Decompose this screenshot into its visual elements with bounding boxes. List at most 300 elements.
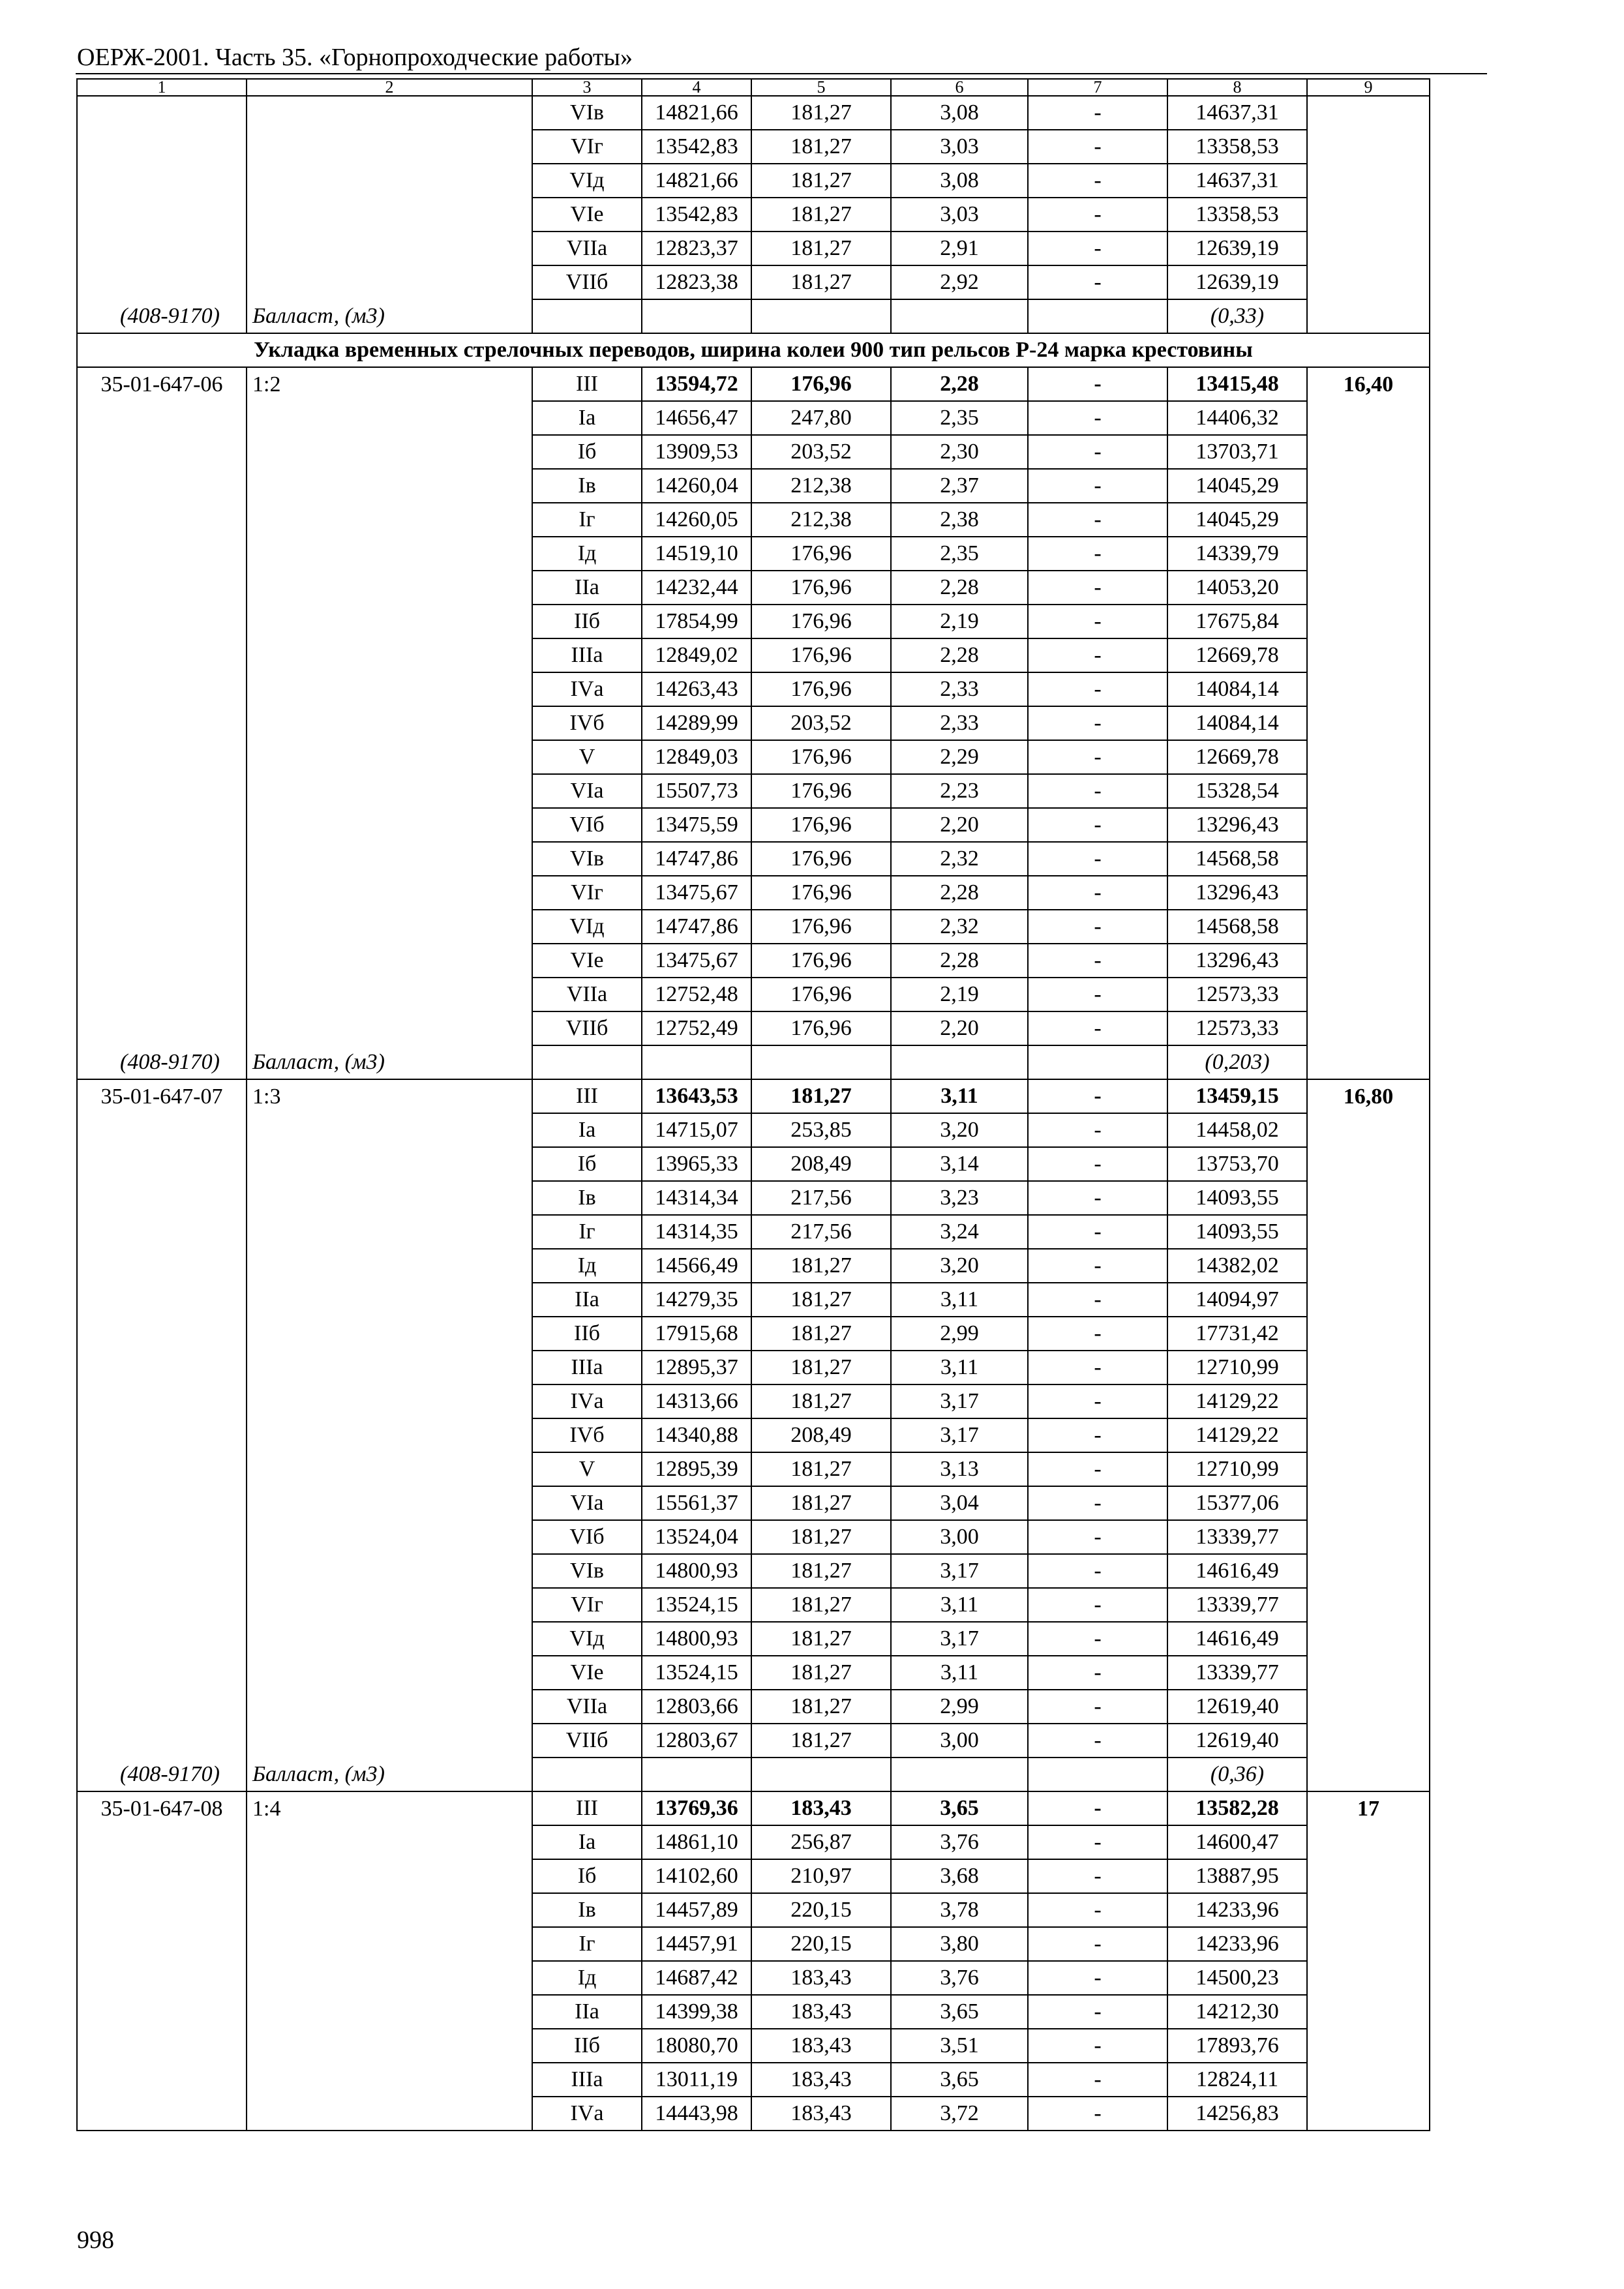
code-cell bbox=[77, 1520, 247, 1554]
labor-cell: 181,27 bbox=[751, 1384, 891, 1418]
labor-cell: 181,27 bbox=[751, 1656, 891, 1690]
drivers-cell: - bbox=[1028, 1520, 1167, 1554]
code-cell bbox=[77, 1656, 247, 1690]
labor-hours-cell bbox=[1307, 2097, 1430, 2131]
materials-cell: 13358,53 bbox=[1167, 198, 1307, 232]
name-cell bbox=[247, 2097, 532, 2131]
drivers-cell: - bbox=[1028, 2029, 1167, 2063]
drivers-cell: - bbox=[1028, 469, 1167, 503]
machines-cell: 3,04 bbox=[891, 1486, 1028, 1520]
price-cell: 14279,35 bbox=[642, 1283, 751, 1317]
table-row bbox=[77, 198, 1430, 232]
drivers-cell: - bbox=[1028, 1079, 1167, 1113]
labor-hours-cell bbox=[1307, 1283, 1430, 1317]
price-cell bbox=[642, 1758, 751, 1791]
labor-cell: 212,38 bbox=[751, 469, 891, 503]
price-cell: 13475,59 bbox=[642, 808, 751, 842]
category-cell: IIIа bbox=[532, 1351, 642, 1384]
code-cell bbox=[77, 130, 247, 164]
category-cell: Iд bbox=[532, 537, 642, 571]
machines-cell: 3,65 bbox=[891, 2063, 1028, 2097]
name-cell bbox=[247, 503, 532, 537]
drivers-cell: - bbox=[1028, 876, 1167, 910]
labor-cell: 176,96 bbox=[751, 740, 891, 774]
machines-cell: 3,17 bbox=[891, 1418, 1028, 1452]
table-row bbox=[77, 401, 1430, 435]
price-cell: 14457,91 bbox=[642, 1927, 751, 1961]
labor-hours-cell bbox=[1307, 910, 1430, 944]
labor-hours-cell bbox=[1307, 232, 1430, 265]
price-cell: 13769,36 bbox=[642, 1791, 751, 1825]
materials-cell: 14053,20 bbox=[1167, 571, 1307, 605]
category-cell: VIд bbox=[532, 910, 642, 944]
materials-cell: 12639,19 bbox=[1167, 232, 1307, 265]
name-cell: 1:2 bbox=[247, 367, 532, 401]
labor-cell: 256,87 bbox=[751, 1825, 891, 1859]
labor-cell: 181,27 bbox=[751, 164, 891, 198]
category-cell: VIд bbox=[532, 164, 642, 198]
name-cell bbox=[247, 1418, 532, 1452]
drivers-cell: - bbox=[1028, 638, 1167, 672]
code-cell bbox=[77, 740, 247, 774]
drivers-cell: - bbox=[1028, 1418, 1167, 1452]
machines-cell: 2,19 bbox=[891, 978, 1028, 1011]
table-row bbox=[77, 1079, 1430, 1113]
category-cell: VIе bbox=[532, 198, 642, 232]
materials-cell: 13582,28 bbox=[1167, 1791, 1307, 1825]
drivers-cell: - bbox=[1028, 571, 1167, 605]
materials-cell: 12669,78 bbox=[1167, 638, 1307, 672]
code-cell bbox=[77, 1622, 247, 1656]
labor-hours-cell bbox=[1307, 1588, 1430, 1622]
category-cell: Iб bbox=[532, 1147, 642, 1181]
labor-hours-cell bbox=[1307, 808, 1430, 842]
drivers-cell: - bbox=[1028, 1690, 1167, 1724]
table-row bbox=[77, 1520, 1430, 1554]
code-cell bbox=[77, 2063, 247, 2097]
name-cell bbox=[247, 978, 532, 1011]
category-cell: III bbox=[532, 367, 642, 401]
price-cell: 14519,10 bbox=[642, 537, 751, 571]
table-row bbox=[77, 1452, 1430, 1486]
drivers-cell: - bbox=[1028, 1622, 1167, 1656]
code-cell bbox=[77, 1724, 247, 1758]
labor-hours-cell bbox=[1307, 1995, 1430, 2029]
category-cell: IVб bbox=[532, 706, 642, 740]
labor-cell: 203,52 bbox=[751, 706, 891, 740]
price-cell: 14800,93 bbox=[642, 1622, 751, 1656]
table-row bbox=[77, 605, 1430, 638]
labor-hours-cell bbox=[1307, 1452, 1430, 1486]
category-cell: V bbox=[532, 1452, 642, 1486]
machines-cell: 3,08 bbox=[891, 96, 1028, 130]
table-row bbox=[77, 1554, 1430, 1588]
column-number: 7 bbox=[1028, 79, 1167, 96]
materials-cell: 15377,06 bbox=[1167, 1486, 1307, 1520]
materials-cell: 17675,84 bbox=[1167, 605, 1307, 638]
machines-cell: 3,78 bbox=[891, 1893, 1028, 1927]
price-cell: 14747,86 bbox=[642, 842, 751, 876]
price-cell: 13475,67 bbox=[642, 944, 751, 978]
machines-cell: 2,35 bbox=[891, 401, 1028, 435]
name-cell bbox=[247, 469, 532, 503]
section-title: Укладка временных стрелочных переводов, ширина колеи 900 тип рельсов Р-24 марка крестовины bbox=[77, 333, 1430, 367]
machines-cell: 2,28 bbox=[891, 876, 1028, 910]
code-cell: 35-01-647-06 bbox=[77, 367, 247, 401]
drivers-cell: - bbox=[1028, 1011, 1167, 1045]
machines-cell: 3,72 bbox=[891, 2097, 1028, 2131]
labor-hours-cell bbox=[1307, 469, 1430, 503]
materials-cell: 14129,22 bbox=[1167, 1418, 1307, 1452]
code-cell bbox=[77, 232, 247, 265]
category-cell: VIб bbox=[532, 1520, 642, 1554]
name-cell bbox=[247, 571, 532, 605]
price-cell: 12849,02 bbox=[642, 638, 751, 672]
materials-cell: 14382,02 bbox=[1167, 1249, 1307, 1283]
labor-hours-cell bbox=[1307, 1486, 1430, 1520]
labor-hours-cell bbox=[1307, 1656, 1430, 1690]
code-cell bbox=[77, 1215, 247, 1249]
table-row bbox=[77, 1622, 1430, 1656]
drivers-cell: - bbox=[1028, 503, 1167, 537]
price-cell: 13643,53 bbox=[642, 1079, 751, 1113]
drivers-cell: - bbox=[1028, 1927, 1167, 1961]
name-cell: Балласт, (м3) bbox=[247, 1758, 532, 1791]
labor-cell: 181,27 bbox=[751, 1588, 891, 1622]
name-cell bbox=[247, 1283, 532, 1317]
code-cell bbox=[77, 1147, 247, 1181]
drivers-cell: - bbox=[1028, 367, 1167, 401]
category-cell: IVа bbox=[532, 672, 642, 706]
table-row bbox=[77, 1859, 1430, 1893]
labor-cell: 176,96 bbox=[751, 638, 891, 672]
labor-hours-cell bbox=[1307, 265, 1430, 299]
name-cell bbox=[247, 1113, 532, 1147]
price-cell: 13909,53 bbox=[642, 435, 751, 469]
price-cell: 13524,04 bbox=[642, 1520, 751, 1554]
labor-hours-cell bbox=[1307, 1181, 1430, 1215]
category-cell: VIIб bbox=[532, 1724, 642, 1758]
code-cell bbox=[77, 265, 247, 299]
table-row bbox=[77, 910, 1430, 944]
materials-cell: 12639,19 bbox=[1167, 265, 1307, 299]
category-cell: VIе bbox=[532, 944, 642, 978]
price-cell: 14687,42 bbox=[642, 1961, 751, 1995]
table-row bbox=[77, 469, 1430, 503]
materials-cell: 14339,79 bbox=[1167, 537, 1307, 571]
price-cell: 15561,37 bbox=[642, 1486, 751, 1520]
labor-cell: 183,43 bbox=[751, 2029, 891, 2063]
column-number-row bbox=[77, 79, 1430, 96]
machines-cell: 3,08 bbox=[891, 164, 1028, 198]
labor-cell: 217,56 bbox=[751, 1181, 891, 1215]
labor-hours-cell: 16,40 bbox=[1307, 367, 1430, 401]
materials-cell: 14212,30 bbox=[1167, 1995, 1307, 2029]
materials-cell: 12619,40 bbox=[1167, 1690, 1307, 1724]
labor-cell: 181,27 bbox=[751, 1622, 891, 1656]
name-cell bbox=[247, 1249, 532, 1283]
materials-cell: 14233,96 bbox=[1167, 1927, 1307, 1961]
name-cell bbox=[247, 198, 532, 232]
labor-cell: 220,15 bbox=[751, 1893, 891, 1927]
machines-cell: 2,28 bbox=[891, 638, 1028, 672]
labor-cell: 220,15 bbox=[751, 1927, 891, 1961]
labor-cell: 181,27 bbox=[751, 1351, 891, 1384]
table-row bbox=[77, 1486, 1430, 1520]
machines-cell: 3,20 bbox=[891, 1113, 1028, 1147]
name-cell: Балласт, (м3) bbox=[247, 299, 532, 333]
code-cell bbox=[77, 978, 247, 1011]
column-number: 2 bbox=[247, 79, 532, 96]
code-cell bbox=[77, 164, 247, 198]
machines-cell: 3,03 bbox=[891, 130, 1028, 164]
machines-cell: 2,30 bbox=[891, 435, 1028, 469]
labor-cell: 181,27 bbox=[751, 265, 891, 299]
machines-cell: 3,11 bbox=[891, 1351, 1028, 1384]
labor-cell: 247,80 bbox=[751, 401, 891, 435]
labor-hours-cell bbox=[1307, 2063, 1430, 2097]
labor-cell: 176,96 bbox=[751, 876, 891, 910]
name-cell bbox=[247, 96, 532, 130]
materials-cell: 14129,22 bbox=[1167, 1384, 1307, 1418]
code-cell bbox=[77, 571, 247, 605]
materials-cell: 13703,71 bbox=[1167, 435, 1307, 469]
labor-hours-cell bbox=[1307, 1859, 1430, 1893]
price-cell: 12849,03 bbox=[642, 740, 751, 774]
drivers-cell: - bbox=[1028, 1995, 1167, 2029]
price-cell: 14260,05 bbox=[642, 503, 751, 537]
table-row bbox=[77, 1927, 1430, 1961]
table-row bbox=[77, 164, 1430, 198]
labor-hours-cell bbox=[1307, 842, 1430, 876]
machines-cell bbox=[891, 1045, 1028, 1079]
materials-cell: 13753,70 bbox=[1167, 1147, 1307, 1181]
machines-cell: 2,99 bbox=[891, 1690, 1028, 1724]
labor-cell: 176,96 bbox=[751, 808, 891, 842]
labor-cell: 212,38 bbox=[751, 503, 891, 537]
price-cell: 14232,44 bbox=[642, 571, 751, 605]
table-row bbox=[77, 978, 1430, 1011]
name-cell bbox=[247, 1859, 532, 1893]
price-cell: 13542,83 bbox=[642, 198, 751, 232]
labor-cell bbox=[751, 1045, 891, 1079]
price-cell: 14457,89 bbox=[642, 1893, 751, 1927]
table-row bbox=[77, 876, 1430, 910]
code-cell: (408-9170) bbox=[77, 299, 247, 333]
table-row bbox=[77, 503, 1430, 537]
machines-cell: 2,20 bbox=[891, 808, 1028, 842]
category-cell: IIа bbox=[532, 1283, 642, 1317]
labor-cell: 181,27 bbox=[751, 1520, 891, 1554]
code-cell bbox=[77, 842, 247, 876]
drivers-cell: - bbox=[1028, 537, 1167, 571]
table-row bbox=[77, 1791, 1430, 1825]
materials-cell: 14637,31 bbox=[1167, 164, 1307, 198]
code-cell bbox=[77, 1113, 247, 1147]
category-cell: VIIб bbox=[532, 1011, 642, 1045]
machines-cell: 3,11 bbox=[891, 1283, 1028, 1317]
materials-cell: 14568,58 bbox=[1167, 910, 1307, 944]
ballast-row bbox=[77, 299, 1430, 333]
machines-cell: 2,28 bbox=[891, 571, 1028, 605]
price-cell: 17915,68 bbox=[642, 1317, 751, 1351]
labor-cell bbox=[751, 299, 891, 333]
drivers-cell: - bbox=[1028, 1351, 1167, 1384]
labor-hours-cell bbox=[1307, 1147, 1430, 1181]
code-cell: 35-01-647-07 bbox=[77, 1079, 247, 1113]
labor-cell: 183,43 bbox=[751, 1791, 891, 1825]
machines-cell: 2,19 bbox=[891, 605, 1028, 638]
table-row bbox=[77, 537, 1430, 571]
table-row bbox=[77, 265, 1430, 299]
category-cell: IVб bbox=[532, 1418, 642, 1452]
name-cell bbox=[247, 1351, 532, 1384]
materials-cell: 13358,53 bbox=[1167, 130, 1307, 164]
table-row bbox=[77, 672, 1430, 706]
code-cell bbox=[77, 1486, 247, 1520]
ballast-row bbox=[77, 1758, 1430, 1791]
labor-hours-cell bbox=[1307, 605, 1430, 638]
name-cell bbox=[247, 1486, 532, 1520]
labor-cell: 181,27 bbox=[751, 1079, 891, 1113]
materials-cell: 14233,96 bbox=[1167, 1893, 1307, 1927]
table-row bbox=[77, 1825, 1430, 1859]
table-row bbox=[77, 1181, 1430, 1215]
labor-hours-cell bbox=[1307, 571, 1430, 605]
materials-cell: 14084,14 bbox=[1167, 672, 1307, 706]
name-cell bbox=[247, 1452, 532, 1486]
drivers-cell: - bbox=[1028, 1554, 1167, 1588]
table-row bbox=[77, 1351, 1430, 1384]
materials-cell: 14600,47 bbox=[1167, 1825, 1307, 1859]
labor-cell: 203,52 bbox=[751, 435, 891, 469]
labor-cell: 176,96 bbox=[751, 537, 891, 571]
drivers-cell: - bbox=[1028, 1181, 1167, 1215]
table-row bbox=[77, 232, 1430, 265]
labor-cell: 181,27 bbox=[751, 198, 891, 232]
labor-cell: 181,27 bbox=[751, 96, 891, 130]
price-cell: 14313,66 bbox=[642, 1384, 751, 1418]
labor-hours-cell bbox=[1307, 1215, 1430, 1249]
machines-cell: 3,13 bbox=[891, 1452, 1028, 1486]
category-cell: VIа bbox=[532, 774, 642, 808]
code-cell bbox=[77, 1181, 247, 1215]
machines-cell: 2,23 bbox=[891, 774, 1028, 808]
labor-cell: 183,43 bbox=[751, 2063, 891, 2097]
labor-cell bbox=[751, 1758, 891, 1791]
page-header: ОЕРЖ-2001. Часть 35. «Горнопроходческие работы» bbox=[77, 44, 633, 71]
name-cell bbox=[247, 910, 532, 944]
labor-hours-cell bbox=[1307, 978, 1430, 1011]
name-cell bbox=[247, 740, 532, 774]
code-cell bbox=[77, 1384, 247, 1418]
code-cell: 35-01-647-08 bbox=[77, 1791, 247, 1825]
header-rule bbox=[76, 73, 1487, 74]
price-cell: 15507,73 bbox=[642, 774, 751, 808]
category-cell: IIIа bbox=[532, 638, 642, 672]
name-cell bbox=[247, 842, 532, 876]
machines-cell: 2,37 bbox=[891, 469, 1028, 503]
labor-hours-cell bbox=[1307, 740, 1430, 774]
category-cell: Iд bbox=[532, 1961, 642, 1995]
machines-cell: 2,33 bbox=[891, 706, 1028, 740]
name-cell bbox=[247, 774, 532, 808]
materials-cell: 14094,97 bbox=[1167, 1283, 1307, 1317]
labor-hours-cell bbox=[1307, 1045, 1430, 1079]
name-cell bbox=[247, 944, 532, 978]
code-cell bbox=[77, 1588, 247, 1622]
code-cell bbox=[77, 1452, 247, 1486]
labor-hours-cell bbox=[1307, 1384, 1430, 1418]
drivers-cell: - bbox=[1028, 842, 1167, 876]
labor-cell: 181,27 bbox=[751, 232, 891, 265]
category-cell: Iг bbox=[532, 1215, 642, 1249]
table-row bbox=[77, 1147, 1430, 1181]
labor-hours-cell bbox=[1307, 1622, 1430, 1656]
labor-cell: 181,27 bbox=[751, 1317, 891, 1351]
drivers-cell: - bbox=[1028, 1317, 1167, 1351]
machines-cell: 3,23 bbox=[891, 1181, 1028, 1215]
machines-cell: 2,35 bbox=[891, 537, 1028, 571]
drivers-cell: - bbox=[1028, 1283, 1167, 1317]
drivers-cell: - bbox=[1028, 1249, 1167, 1283]
labor-hours-cell bbox=[1307, 1893, 1430, 1927]
table-row bbox=[77, 571, 1430, 605]
table-row bbox=[77, 130, 1430, 164]
machines-cell bbox=[891, 1758, 1028, 1791]
column-number: 9 bbox=[1307, 79, 1430, 96]
machines-cell: 3,00 bbox=[891, 1724, 1028, 1758]
price-cell: 14443,98 bbox=[642, 2097, 751, 2131]
labor-cell: 181,27 bbox=[751, 1724, 891, 1758]
labor-cell: 176,96 bbox=[751, 910, 891, 944]
labor-hours-cell bbox=[1307, 1927, 1430, 1961]
drivers-cell: - bbox=[1028, 706, 1167, 740]
machines-cell: 2,20 bbox=[891, 1011, 1028, 1045]
machines-cell: 2,29 bbox=[891, 740, 1028, 774]
code-cell bbox=[77, 672, 247, 706]
labor-hours-cell bbox=[1307, 638, 1430, 672]
drivers-cell: - bbox=[1028, 1452, 1167, 1486]
materials-cell: (0,36) bbox=[1167, 1758, 1307, 1791]
price-cell: 12752,48 bbox=[642, 978, 751, 1011]
price-cell: 14861,10 bbox=[642, 1825, 751, 1859]
table-row bbox=[77, 842, 1430, 876]
category-cell: Iв bbox=[532, 469, 642, 503]
table-row bbox=[77, 638, 1430, 672]
category-cell: VIIа bbox=[532, 1690, 642, 1724]
labor-hours-cell bbox=[1307, 1961, 1430, 1995]
code-cell bbox=[77, 2097, 247, 2131]
materials-cell: (0,33) bbox=[1167, 299, 1307, 333]
table-row bbox=[77, 367, 1430, 401]
name-cell bbox=[247, 706, 532, 740]
code-cell bbox=[77, 1351, 247, 1384]
drivers-cell: - bbox=[1028, 265, 1167, 299]
name-cell bbox=[247, 164, 532, 198]
labor-cell: 176,96 bbox=[751, 1011, 891, 1045]
code-cell: (408-9170) bbox=[77, 1758, 247, 1791]
price-cell: 18080,70 bbox=[642, 2029, 751, 2063]
table-row bbox=[77, 96, 1430, 130]
drivers-cell: - bbox=[1028, 1825, 1167, 1859]
code-cell bbox=[77, 469, 247, 503]
table-row bbox=[77, 774, 1430, 808]
category-cell: III bbox=[532, 1079, 642, 1113]
table-row bbox=[77, 1113, 1430, 1147]
drivers-cell: - bbox=[1028, 2063, 1167, 2097]
labor-hours-cell bbox=[1307, 130, 1430, 164]
